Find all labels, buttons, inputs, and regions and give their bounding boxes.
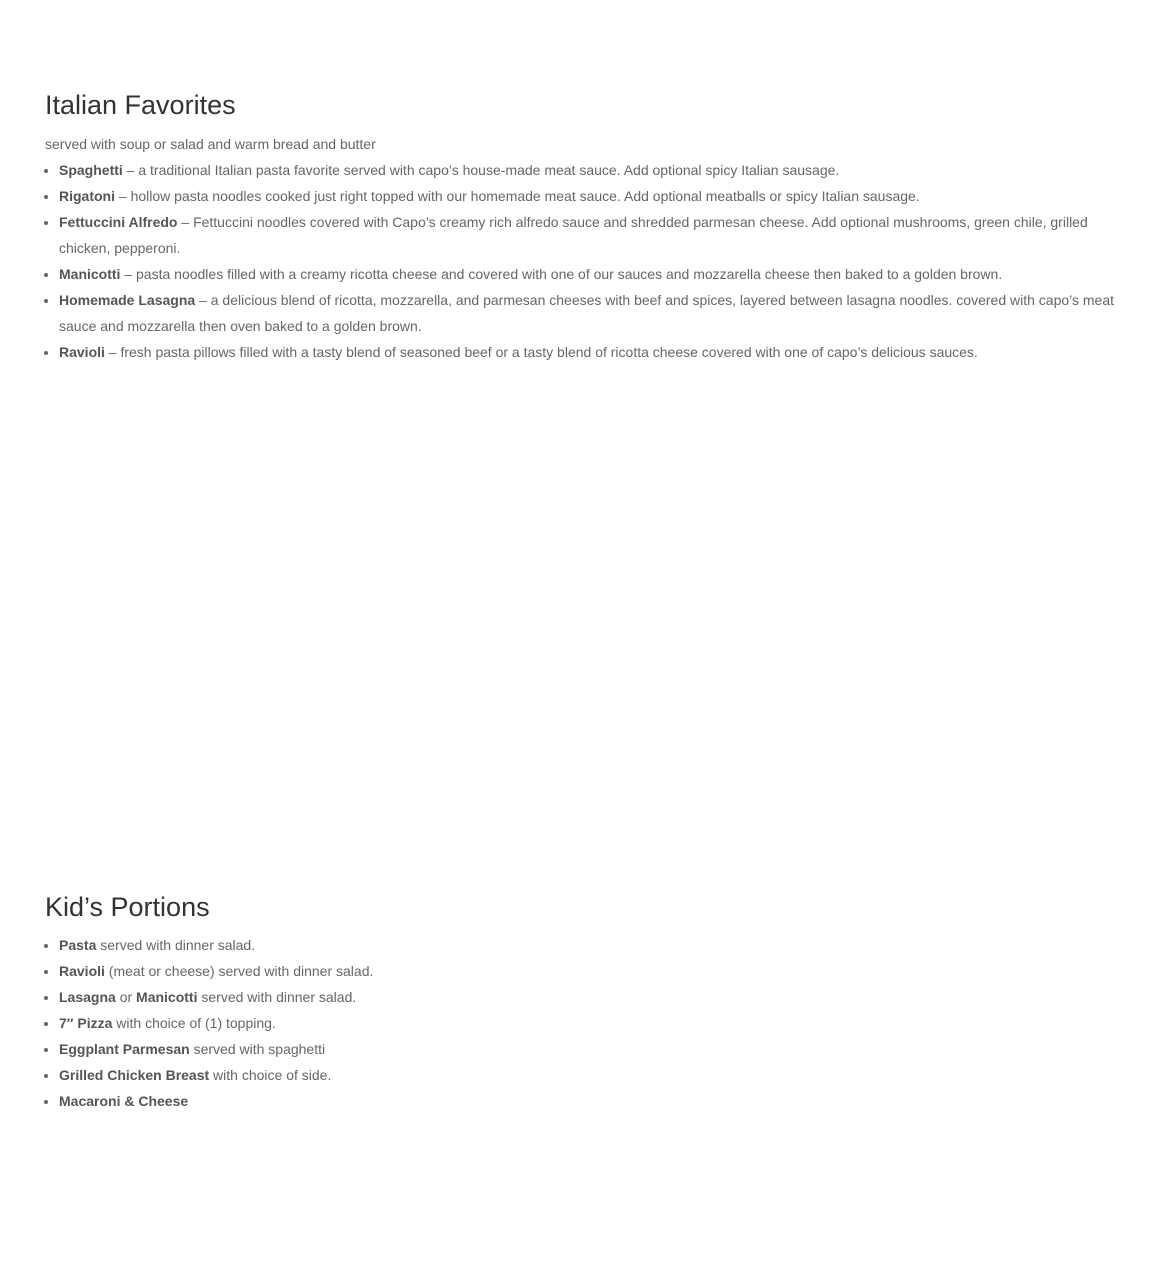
menu-item-fettuccini-alfredo [59, 209, 1125, 261]
menu-item-description: – pasta noodles filled with a creamy ricotta cheese and covered with one of our sauces and mozzarella cheese then baked to a golden brown. [120, 266, 1003, 282]
menu-item-description: served with dinner salad. [96, 937, 256, 953]
menu-item-description: with choice of side. [209, 1067, 332, 1083]
menu-item-description: – Fettuccini noodles covered with Capo’s creamy rich alfredo sauce and shredded parmesan cheese. Add optional mushrooms, green chile, grilled chicken, pepperoni. [59, 214, 1088, 256]
menu-item-rigatoni [59, 183, 1125, 209]
menu-item-name: Spaghetti [59, 162, 123, 178]
kids-item-pasta [59, 932, 1125, 958]
menu-item-manicotti [59, 261, 1125, 287]
menu-item-description: (meat or cheese) served with dinner salad. [104, 963, 374, 979]
menu-item-description: – fresh pasta pillows filled with a tasty blend of seasoned beef or a tasty blend of ricotta cheese covered with one of capo’s delicious sauces. [104, 344, 978, 360]
menu-item-name: Manicotti [59, 266, 121, 282]
italian-favorites-subtitle: served with soup or salad and warm bread and butter [45, 136, 376, 152]
menu-item-description: served with dinner salad. [197, 989, 357, 1005]
menu-item-description: – hollow pasta noodles cooked just right topped with our homemade meat sauce. Add optional meatballs or spicy Italian sausage. [115, 188, 920, 204]
kids-portions-section [45, 888, 1125, 1114]
menu-item-name: Pasta [59, 937, 97, 953]
menu-item-name: 7″ Pizza [59, 1015, 113, 1031]
menu-item-name: Lasagna [59, 989, 116, 1005]
menu-item-name: Eggplant Parmesan [59, 1041, 190, 1057]
menu-item-ravioli [59, 339, 1125, 365]
menu-item-name: Ravioli [59, 963, 105, 979]
kids-portions-heading: Kid’s Portions [45, 892, 210, 922]
menu-item-name: Ravioli [59, 344, 105, 360]
menu-item-name: Grilled Chicken Breast [59, 1067, 210, 1083]
italian-favorites-section [45, 86, 1125, 365]
menu-item-connector: or [115, 989, 137, 1005]
italian-favorites-heading: Italian Favorites [45, 90, 236, 120]
menu-item-description: – a delicious blend of ricotta, mozzarella, and parmesan cheeses with beef and spices, layered between lasagna noodles. covered with capo’s meat sauce and mozzarella then oven baked to a golden brown. [59, 292, 1115, 334]
menu-item-name: Homemade Lasagna [59, 292, 196, 308]
kids-item-pizza [59, 1010, 1125, 1036]
kids-item-lasagna-or-manicotti [59, 984, 1125, 1010]
kids-item-eggplant-parmesan [59, 1036, 1125, 1062]
kids-portions-list [45, 932, 1125, 1114]
menu-item-name: Rigatoni [59, 188, 115, 204]
menu-item-name: Fettuccini Alfredo [59, 214, 178, 230]
menu-item-name: Macaroni & Cheese [59, 1093, 189, 1109]
menu-item-homemade-lasagna [59, 287, 1125, 339]
kids-item-macaroni-and-cheese [59, 1088, 1125, 1114]
menu-item-name-alt: Manicotti [136, 989, 198, 1005]
menu-item-description: with choice of (1) topping. [112, 1015, 276, 1031]
kids-item-ravioli [59, 958, 1125, 984]
italian-favorites-list [45, 157, 1125, 365]
menu-item-description: – a traditional Italian pasta favorite served with capo’s house-made meat sauce. Add optional spicy Italian sausage. [122, 162, 840, 178]
menu-item-spaghetti [59, 157, 1125, 183]
menu-item-description: served with spaghetti [189, 1041, 326, 1057]
kids-item-grilled-chicken-breast [59, 1062, 1125, 1088]
